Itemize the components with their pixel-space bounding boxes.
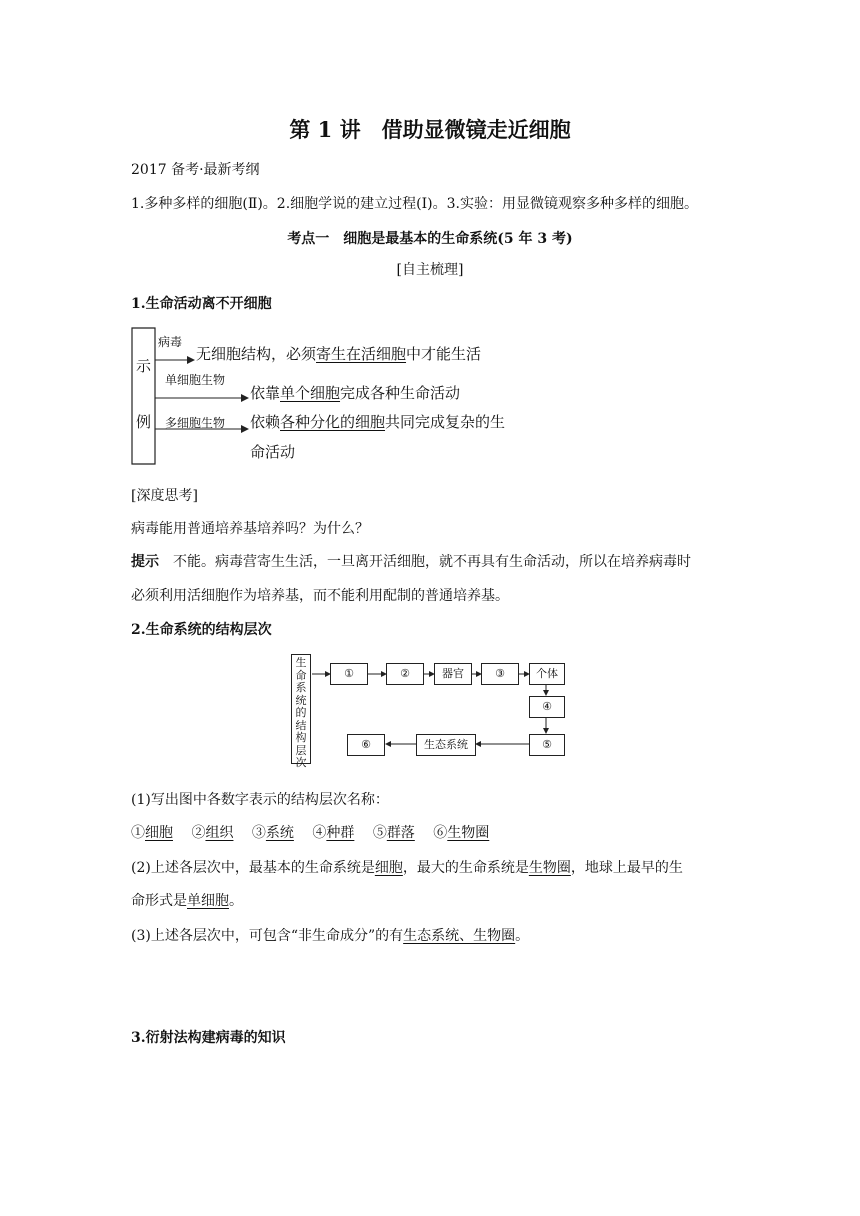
label-unicellular: 单细胞生物 xyxy=(165,373,226,387)
label-virus: 病毒 xyxy=(158,335,183,349)
box-2: ② xyxy=(386,663,424,685)
box-ecosystem: 生态系统 xyxy=(416,734,476,756)
row-unicellular: 依靠单个细胞完成各种生命活动 xyxy=(250,384,461,402)
heading-2: 2.生命系统的结构层次 xyxy=(131,622,272,638)
syllabus: 1.多种多样的细胞(Ⅱ)。2.细胞学说的建立过程(Ⅰ)。3.实验：用显微镜观察多种多样的细胞。 xyxy=(131,196,698,212)
box-3: ③ xyxy=(481,663,519,685)
question: 病毒能用普通培养基培养吗？为什么？ xyxy=(131,521,369,537)
question-2-line-2: 命形式是单细胞。 xyxy=(131,893,243,909)
row-virus: 无细胞结构，必须寄生在活细胞中才能生活 xyxy=(196,345,482,363)
label-multicellular: 多细胞生物 xyxy=(165,416,226,430)
deep-think-label: [深度思考] xyxy=(131,488,198,504)
row-multicellular-cont: 命活动 xyxy=(250,443,296,461)
section-title: 考点一 细胞是最基本的生命系统(5 年 3 考) xyxy=(287,231,573,247)
exam-label: 2017 备考·最新考纲 xyxy=(131,162,260,178)
question-2-line-1: (2)上述各层次中，最基本的生命系统是细胞，最大的生命系统是生物圈，地球上最早的生 xyxy=(131,860,683,876)
question-1: (1)写出图中各数字表示的结构层次名称： xyxy=(131,792,389,808)
answers-line: ①细胞 ②组织 ③系统 ④种群 ⑤群落 ⑥生物圈 xyxy=(131,825,490,841)
question-3: (3)上述各层次中，可包含“非生命成分”的有生态系统、生物圈。 xyxy=(131,928,530,944)
box-5: ⑤ xyxy=(529,734,565,756)
box-4: ④ xyxy=(529,696,565,718)
side-char-1: 示 xyxy=(136,357,152,375)
hierarchy-side-label: 生命系统的结构层次 xyxy=(291,654,311,764)
heading-1: 1.生命活动离不开细胞 xyxy=(131,296,272,312)
side-char-2: 例 xyxy=(136,413,152,431)
row-multicellular: 依赖各种分化的细胞共同完成复杂的生 xyxy=(250,413,506,431)
box-organ: 器官 xyxy=(434,663,472,685)
box-1: ① xyxy=(330,663,368,685)
page-title: 第 1 讲 借助显微镜走近细胞 xyxy=(289,117,571,142)
box-individual: 个体 xyxy=(529,663,565,685)
self-study-label: [自主梳理] xyxy=(396,262,464,278)
hint-line-1: 提示 不能。病毒营寄生生活，一旦离开活细胞，就不再具有生命活动，所以在培养病毒时 xyxy=(131,554,691,570)
box-6: ⑥ xyxy=(347,734,385,756)
heading-3: 3.衍射法构建病毒的知识 xyxy=(131,1030,286,1046)
hint-line-2: 必须利用活细胞作为培养基，而不能利用配制的普通培养基。 xyxy=(131,588,509,604)
